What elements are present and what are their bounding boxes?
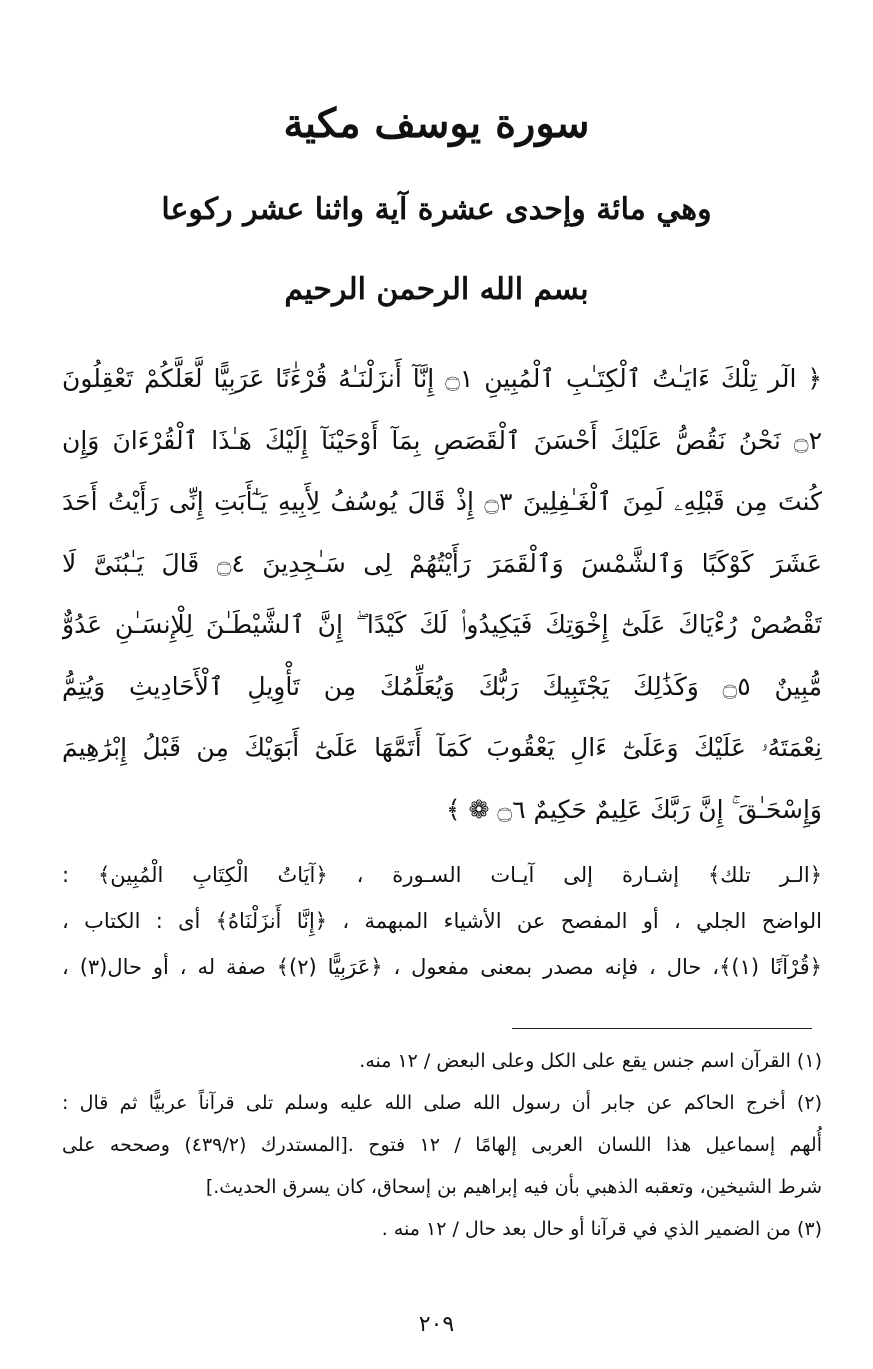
verse-line: وَإِسْحَـٰقَ ۚ إِنَّ رَبَّكَ عَلِيمٌ حَكِيمٌ ۝٦ ❁ ﴾ [445, 794, 822, 824]
verse-line: ۝٢ نَحْنُ نَقُصُّ عَلَيْكَ أَحْسَنَ ٱلْقَصَصِ بِمَآ أَوْحَيْنَآ إِلَيْكَ هَـٰذَا ٱلْقُرْءَانَ وَإِن [62, 425, 822, 455]
footnote-line: (٣) من الضمير الذي في قرآنا أو حال بعد حال / ١٢ منه . [381, 1218, 822, 1240]
commentary-line: الواضح الجلي ، أو المفصح عن الأشياء المبهمة ، ﴿إِنَّا أَنزَلْنَاهُ﴾ أى : الكتاب ، [62, 909, 822, 933]
verse-line: كُنتَ مِن قَبْلِهِۦ لَمِنَ ٱلْغَـٰفِلِينَ ۝٣ إِذْ قَالَ يُوسُفُ لِأَبِيهِ يَـٰٓأَبَتِ إِنِّى رَأَيْتُ أَحَدَ [62, 487, 822, 516]
surah-title: سورة يوسف مكية [283, 100, 590, 147]
footnote-line: (١) القرآن اسم جنس يقع على الكل وعلى البعض / ١٢ منه. [359, 1050, 822, 1072]
commentary-line: ﴿قُرْآنًا (١)﴾، حال ، فإنه مصدر بمعنى مفعول ، ﴿عَرَبِيًّا (٢)﴾ صفة له ، أو حال(٣) ، [62, 955, 822, 979]
commentary-line: ﴿الـر تلك﴾ إشـارة إلى آيـات السـورة ، ﴿آيَاتُ الْكِتَابِ الْمُبِين﴾ : [62, 863, 822, 887]
verse-line: نِعْمَتَهُۥ عَلَيْكَ وَعَلَىٰٓ ءَالِ يَعْقُوبَ كَمَآ أَتَمَّهَا عَلَىٰٓ أَبَوَيْكَ مِن قَبْلُ إِبْرَٰهِيمَ [62, 733, 822, 762]
verse-line: تَقْصُصْ رُءْيَاكَ عَلَىٰٓ إِخْوَتِكَ فَيَكِيدُوا۟ لَكَ كَيْدًا ۖ إِنَّ ٱلشَّيْطَـٰنَ لِلْإِنسَـٰنِ عَدُوٌّ [62, 610, 822, 639]
commentary-block [62, 852, 822, 990]
footnote-line: شرط الشيخين، وتعقبه الذهبي بأن فيه إبراهيم بن إسحاق، كان يسرق الحديث.] [205, 1176, 822, 1198]
verse-line: عَشَرَ كَوْكَبًا وَٱلشَّمْسَ وَٱلْقَمَرَ رَأَيْتُهُمْ لِى سَـٰجِدِينَ ۝٤ قَالَ يَـٰبُنَىَّ لَا [62, 548, 822, 578]
footnotes-block [62, 1040, 822, 1250]
footnote-line: (٢) أخرج الحاكم عن جابر أن رسول الله صلى الله عليه وسلم تلى قرآناً عربيًّا ثم قال : [62, 1092, 822, 1114]
verses-block [62, 348, 822, 840]
page-number: ٢٠٩ [418, 1312, 455, 1337]
verse-line: مُّبِينٌ ۝٥ وَكَذَٰلِكَ يَجْتَبِيكَ رَبُّكَ وَيُعَلِّمُكَ مِن تَأْوِيلِ ٱلْأَحَادِيثِ وَيُتِمُّ [62, 671, 822, 701]
surah-subtitle: وهي مائة وإحدى عشرة آية واثنا عشر ركوعا [161, 192, 712, 227]
footnote-line: أُلهم إسماعيل هذا اللسان العربى إلهامًا / ١٢ فتوح .[المستدرك (٤٣٩/٢) وصححه على [62, 1134, 822, 1156]
verse-line: ﴿ الٓر تِلْكَ ءَايَـٰتُ ٱلْكِتَـٰبِ ٱلْمُبِينِ ۝١ إِنَّآ أَنزَلْنَـٰهُ قُرْءَٰنًا عَرَبِيًّا لَّعَلَّكُمْ تَعْقِلُونَ [62, 364, 822, 393]
basmala: بسم الله الرحمن الرحيم [284, 272, 589, 307]
footnote-divider [512, 1028, 812, 1029]
